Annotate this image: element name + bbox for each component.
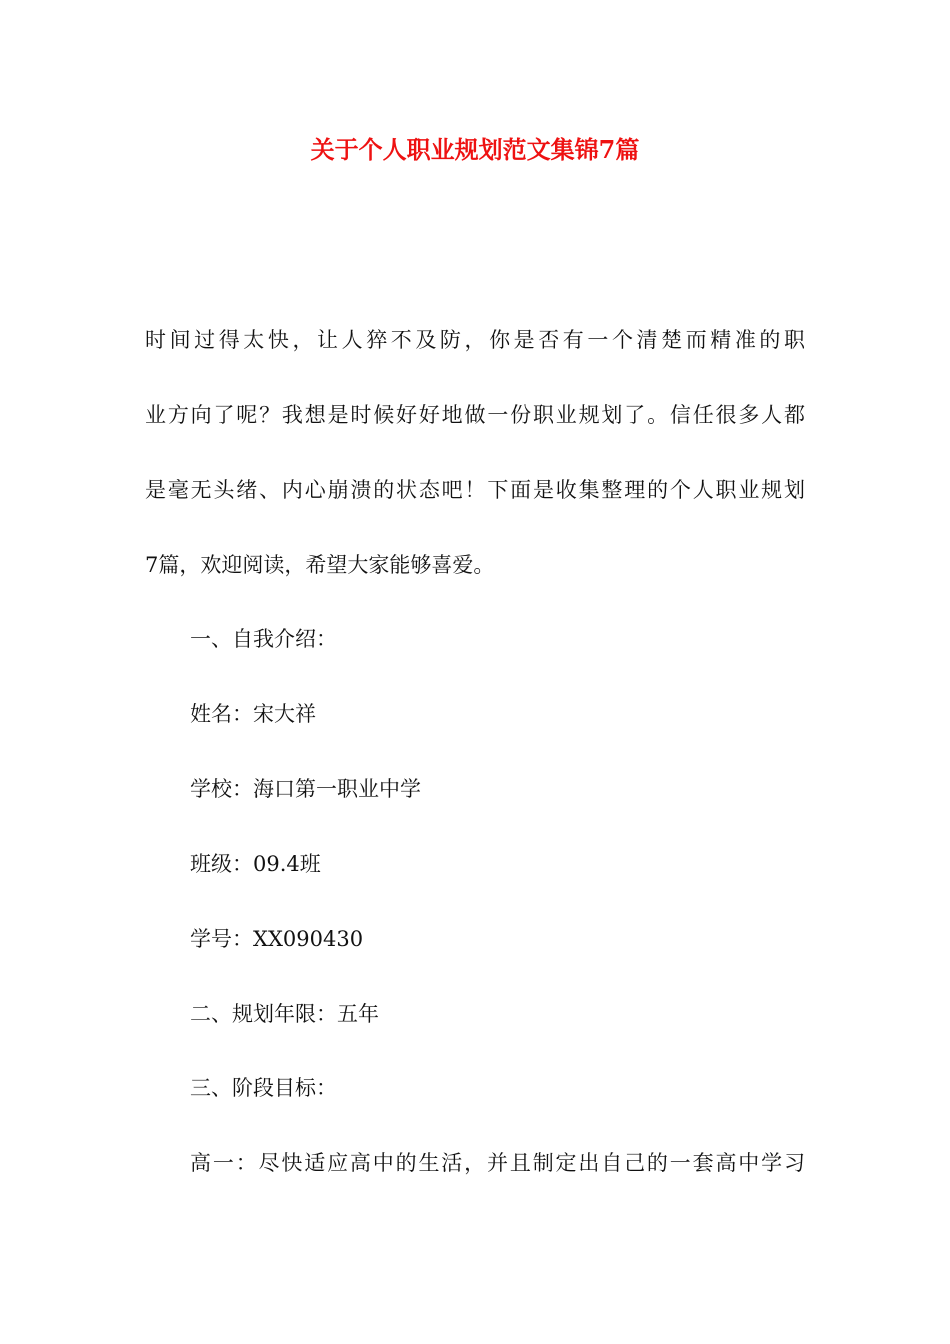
section-heading-self-intro: 一、自我介绍： [190, 627, 337, 651]
field-school: 学校：海口第一职业中学 [190, 777, 421, 801]
field-student-id: 学号：XX090430 [190, 927, 364, 951]
intro-line-1: 时间过得太快，让人猝不及防，你是否有一个清楚而精准的职 [145, 328, 805, 352]
field-name: 姓名：宋大祥 [190, 702, 316, 726]
goal-grade-one: 高一：尽快适应高中的生活，并且制定出自己的一套高中学习 [190, 1151, 805, 1175]
intro-line-3: 是毫无头绪、内心崩溃的状态吧！下面是收集整理的个人职业规划 [145, 478, 805, 502]
document-title: 关于个人职业规划范文集锦7篇 [310, 135, 640, 164]
section-heading-stage-goals: 三、阶段目标： [190, 1076, 337, 1100]
intro-line-4: 7篇，欢迎阅读，希望大家能够喜爱。 [145, 553, 495, 577]
intro-line-2: 业方向了呢？我想是时候好好地做一份职业规划了。信任很多人都 [145, 403, 805, 427]
field-class: 班级：09.4班 [190, 852, 321, 876]
section-heading-plan-years: 二、规划年限：五年 [190, 1002, 379, 1026]
